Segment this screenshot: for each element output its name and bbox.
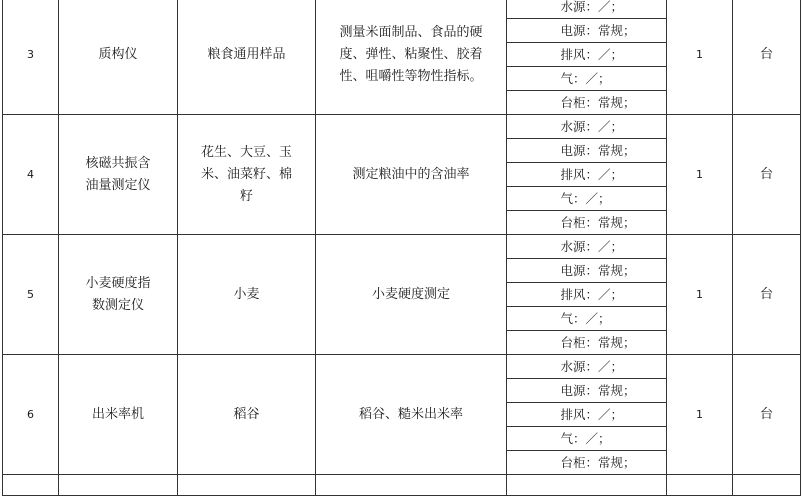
quantity-cell: 1 (667, 0, 733, 115)
instrument-name-cell-text: 质构仪 (98, 46, 138, 62)
empty-cell (733, 475, 801, 496)
instrument-name-cell (59, 235, 178, 355)
sample-cell (178, 115, 316, 235)
unit-cell: 台 (733, 0, 801, 115)
instrument-name-cell-text: 核磁共振含油量测定仪 (85, 155, 151, 193)
unit-cell: 台 (733, 235, 801, 355)
purpose-cell-text: 测量米面制品、食品的硬度、弹性、粘聚性、胶着性、咀嚼性等物性指标。 (339, 24, 483, 84)
sample-cell-text: 稻谷 (233, 406, 260, 422)
sample-cell (178, 235, 316, 355)
requirement-cell (507, 451, 667, 475)
table-row (3, 115, 801, 139)
table-row (3, 355, 801, 379)
purpose-cell (316, 235, 507, 355)
requirement-cell (507, 307, 667, 331)
instrument-name-cell (59, 0, 178, 115)
sample-cell (178, 0, 316, 115)
requirement-cell (507, 355, 667, 379)
requirement-text: 电源：常规； (560, 263, 636, 278)
quantity-cell: 1 (667, 235, 733, 355)
table-row (3, 235, 801, 259)
equipment-table (2, 0, 801, 496)
table-row-partial (3, 475, 801, 496)
row-index-cell-text: 4 (27, 167, 34, 181)
requirement-text: 气：／； (560, 191, 611, 206)
empty-cell (667, 475, 733, 496)
requirement-text: 水源：／； (560, 0, 624, 14)
row-index-cell (3, 0, 59, 115)
row-index-cell (3, 355, 59, 475)
requirement-cell (507, 331, 667, 355)
requirement-text: 台柜：常规； (560, 455, 636, 470)
requirement-text: 水源：／； (560, 359, 624, 374)
empty-cell (59, 475, 178, 496)
requirement-text: 排风：／； (560, 407, 624, 422)
instrument-name-cell-text: 出米率机 (91, 406, 144, 422)
row-index-cell (3, 235, 59, 355)
requirement-cell (507, 403, 667, 427)
requirement-text: 气：／； (560, 71, 611, 86)
sample-cell-text: 花生、大豆、玉米、油菜籽、棉籽 (201, 144, 293, 204)
requirement-cell (507, 19, 667, 43)
requirement-text: 排风：／； (560, 287, 624, 302)
requirement-cell (507, 139, 667, 163)
requirement-text: 台柜：常规； (560, 95, 636, 110)
purpose-cell-text: 稻谷、糙米出米率 (358, 406, 463, 422)
requirement-text: 气：／； (560, 431, 611, 446)
instrument-name-cell (59, 355, 178, 475)
requirement-text: 电源：常规； (560, 383, 636, 398)
requirement-cell (507, 283, 667, 307)
requirement-text: 排风：／； (560, 47, 624, 62)
requirement-text: 排风：／； (560, 167, 624, 182)
requirement-cell (507, 67, 667, 91)
instrument-name-cell-text: 小麦硬度指数测定仪 (85, 275, 151, 313)
requirement-cell (507, 163, 667, 187)
requirement-cell (507, 0, 667, 19)
instrument-name-cell (59, 115, 178, 235)
sample-cell-text: 粮食通用样品 (207, 46, 286, 62)
empty-cell (316, 475, 507, 496)
requirement-cell (507, 259, 667, 283)
requirement-text: 电源：常规； (560, 23, 636, 38)
sample-cell (178, 355, 316, 475)
requirement-text: 气：／； (560, 311, 611, 326)
quantity-cell: 1 (667, 355, 733, 475)
purpose-cell (316, 355, 507, 475)
quantity-cell: 1 (667, 115, 733, 235)
unit-cell: 台 (733, 115, 801, 235)
requirement-text: 台柜：常规； (560, 335, 636, 350)
row-index-cell-text: 6 (27, 407, 34, 421)
requirement-cell (507, 187, 667, 211)
row-index-cell-text: 5 (27, 287, 34, 301)
requirement-cell (507, 427, 667, 451)
purpose-cell-text: 测定粮油中的含油率 (352, 166, 470, 182)
empty-cell (507, 475, 667, 496)
purpose-cell-text: 小麦硬度测定 (371, 286, 450, 302)
requirement-cell (507, 235, 667, 259)
requirement-cell (507, 379, 667, 403)
requirement-cell (507, 43, 667, 67)
requirement-cell (507, 91, 667, 115)
requirement-text: 水源：／； (560, 119, 624, 134)
sample-cell-text: 小麦 (233, 286, 260, 302)
purpose-cell (316, 0, 507, 115)
requirement-text: 台柜：常规； (560, 215, 636, 230)
purpose-cell (316, 115, 507, 235)
empty-cell (3, 475, 59, 496)
requirement-text: 水源：／； (560, 239, 624, 254)
requirement-text: 电源：常规； (560, 143, 636, 158)
unit-cell: 台 (733, 355, 801, 475)
empty-cell (178, 475, 316, 496)
row-index-cell (3, 115, 59, 235)
table-row (3, 0, 801, 19)
requirement-cell (507, 211, 667, 235)
row-index-cell-text: 3 (27, 47, 34, 61)
requirement-cell (507, 115, 667, 139)
